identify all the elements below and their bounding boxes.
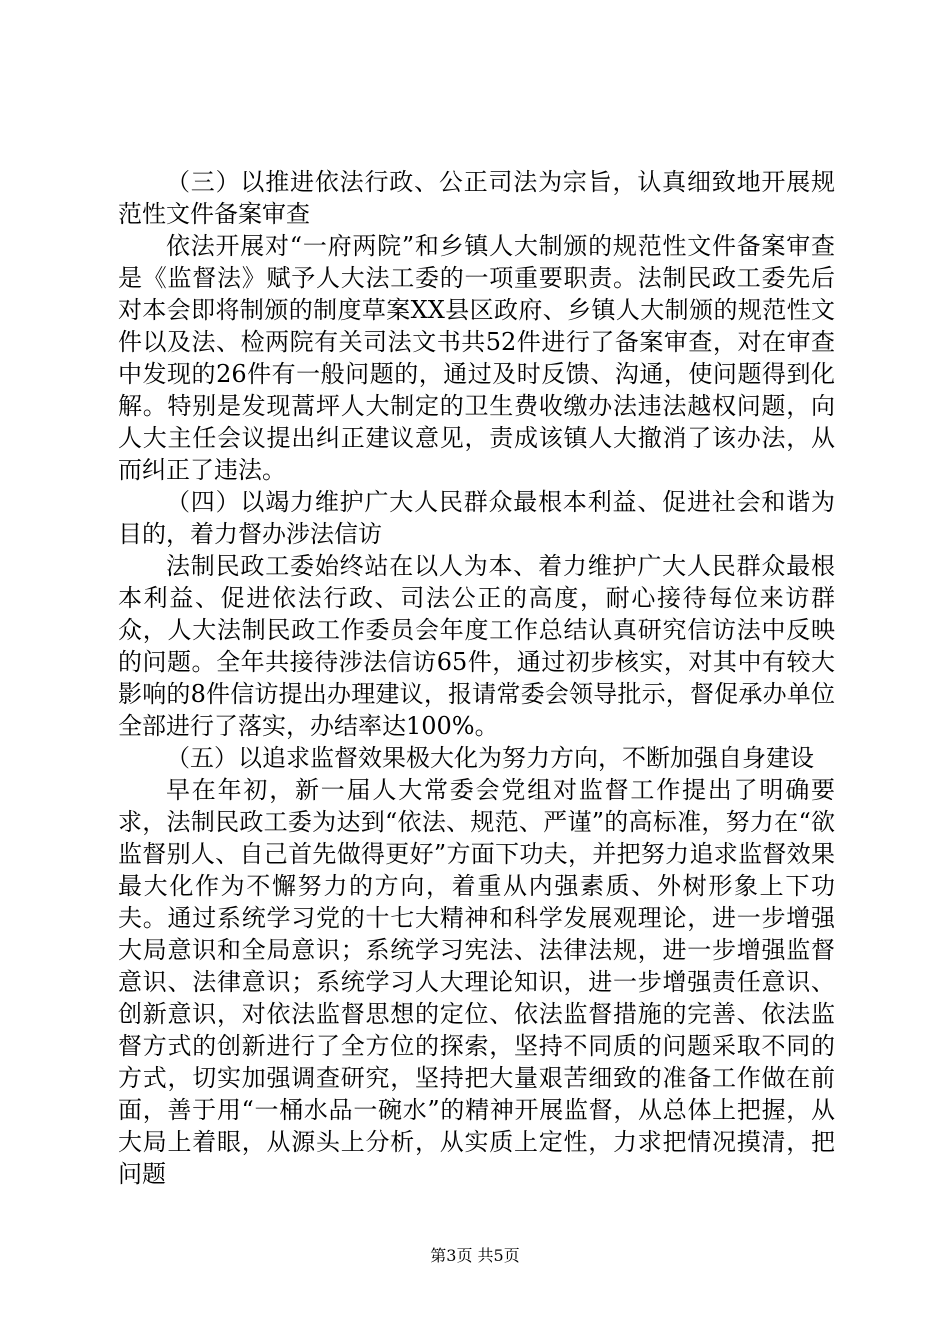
body-paragraph: 法制民政工委始终站在以人为本、着力维护广大人民群众最根本利益、促进依法行政、司法公正的高度，耐心接待每位来访群众，人大法制民政工作委员会年度工作总结认真研究信访法中反映的问题。全年共接待涉法信访65件，通过初步核实，对其中有较大影响的8件信访提出办理建议，报请常委会领导批示，督促承办单位全部进行了落实，办结率达100%。 [118, 552, 835, 740]
section-heading-3: （三）以推进依法行政、公正司法为宗旨，认真细致地开展规范性文件备案审查 [118, 168, 835, 228]
section-heading-5: （五）以追求监督效果极大化为努力方向，不断加强自身建设 [166, 744, 814, 772]
document-body [118, 166, 835, 1190]
section-heading-4: （四）以竭力维护广大人民群众最根本利益、促进社会和谐为目的，着力督办涉法信访 [118, 488, 835, 548]
body-paragraph: 依法开展对“一府两院”和乡镇人大制颁的规范性文件备案审查是《监督法》赋予人大法工委的一项重要职责。法制民政工委先后对本会即将制颁的制度草案XX县区政府、乡镇人大制颁的规范性文件以及法、检两院有关司法文书共52件进行了备案审查，对在审查中发现的26件有一般问题的，通过及时反馈、沟通，使问题得到化解。特别是发现蒿坪人大制定的卫生费收缴办法违法越权问题，向人大主任会议提出纠正建议意见，责成该镇人大撤消了该办法，从而纠正了违法。 [118, 232, 835, 484]
page-number-footer: 第3页 共5页 [430, 1246, 520, 1265]
body-paragraph: 早在年初，新一届人大常委会党组对监督工作提出了明确要求，法制民政工委为达到“依法、规范、严谨”的高标准，努力在“欲监督别人、自己首先做得更好”方面下功夫，并把努力追求监督效果最大化作为不懈努力的方向，着重从内强素质、外树形象上下功夫。通过系统学习党的十七大精神和科学发展观理论，进一步增强大局意识和全局意识；系统学习宪法、法律法规，进一步增强监督意识、法律意识；系统学习人大理论知识，进一步增强责任意识、创新意识，对依法监督思想的定位、依法监督措施的完善、依法监督方式的创新进行了全方位的探索，坚持不同质的问题采取不同的方式，切实加强调查研究，坚持把大量艰苦细致的准备工作做在前面，善于用“一桶水品一碗水”的精神开展监督，从总体上把握，从大局上着眼，从源头上分析，从实质上定性，力求把情况摸清，把问题 [118, 776, 835, 1188]
